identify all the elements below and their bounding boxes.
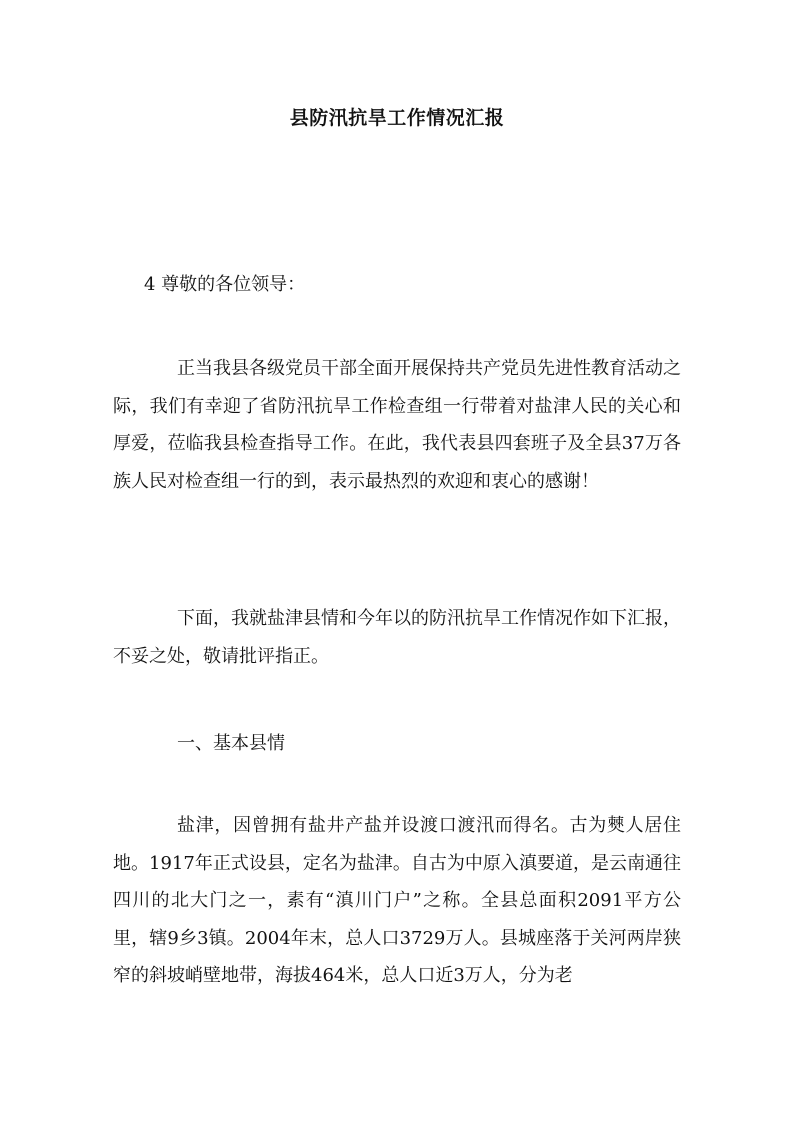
paragraph-county-info: 盐津，因曾拥有盐井产盐并设渡口渡汛而得名。古为僰人居住地。1917年正式设县，定名为盐津。自古为中原入滇要道，是云南通往四川的北大门之一，素有“滇川门户”之称。全县总面积2091平方公里，辖9乡3镇。2004年末，总人口3729万人。县城座落于关河两岸狭窄的斜坡峭壁地带，海拔464米，总人口近3万人，分为老 — [113, 815, 681, 986]
document-title: 县防汛抗旱工作情况汇报 — [289, 107, 505, 129]
salutation: 4 尊敬的各位领导： — [144, 274, 306, 295]
section-heading-basic-info: 一、基本县情 — [177, 733, 285, 754]
paragraph-welcome: 正当我县各级党员干部全面开展保持共产党员先进性教育活动之际，我们有幸迎了省防汛抗旱工作检查组一行带着对盐津人民的关心和厚爱，莅临我县检查指导工作。在此，我代表县四套班子及全县37万各族人民对检查组一行的到，表示最热烈的欢迎和衷心的感谢！ — [113, 358, 681, 492]
paragraph-intro: 下面，我就盐津县情和今年以的防汛抗旱工作情况作如下汇报，不妥之处，敬请批评指正。 — [113, 608, 681, 667]
